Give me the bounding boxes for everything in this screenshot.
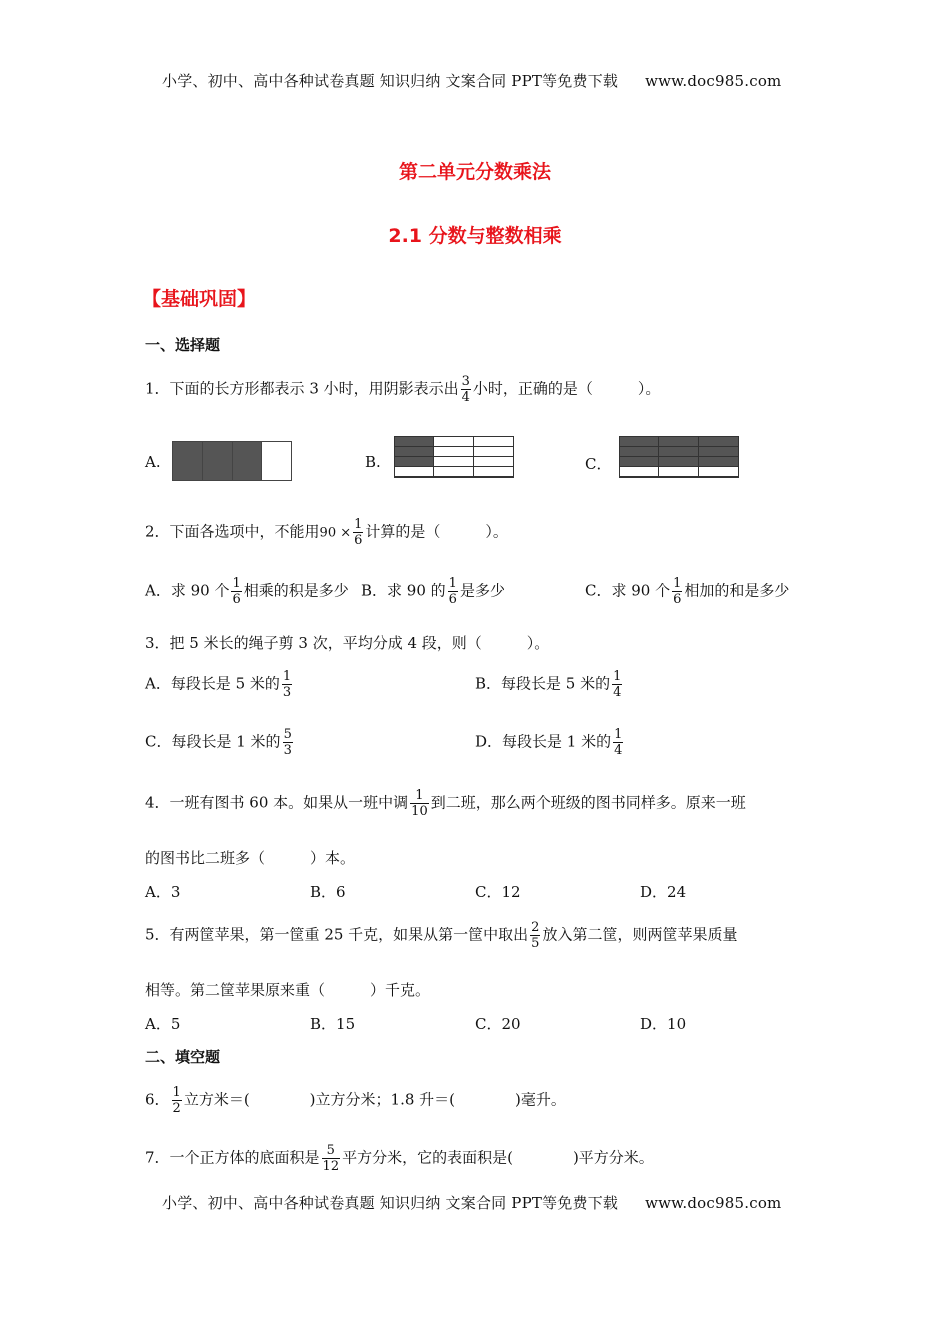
question-2: 2．下面各选项中，不能用90 × $\frac{1}{6}$ 计算的是（ ）。 <box>145 517 508 548</box>
q3-option-b: B．每段长是 5 米的 $\frac{1}{4}$ <box>475 669 622 700</box>
q1-option-b-figure <box>394 436 514 478</box>
part2-heading: 二、填空题 <box>145 1048 221 1066</box>
q2-fraction: $\frac{1}{6}$ <box>354 517 363 548</box>
q2-option-c: C．求 90 个 $\frac{1}{6}$ 相加的和是多少 <box>585 576 790 607</box>
page-header <box>162 70 781 91</box>
q5-option-c: C．20 <box>475 1015 521 1033</box>
q1-option-c-label: C． <box>585 455 612 473</box>
q1-option-b-label: B. <box>365 453 381 471</box>
section-heading: 【基础巩固】 <box>142 288 257 310</box>
part1-heading: 一、选择题 <box>145 336 221 354</box>
q4-line2: 的图书比二班多（ ）本。 <box>145 849 356 867</box>
q3-option-d: D．每段长是 1 米的 $\frac{1}{4}$ <box>475 727 623 758</box>
question-1 <box>145 374 660 405</box>
q1-fraction: $\frac{3}{4}$ <box>461 374 470 405</box>
header-text: 小学、初中、高中各种试卷真题 知识归纳 文案合同 PPT等免费下载 <box>162 72 619 90</box>
q5-option-a: A．5 <box>145 1015 181 1033</box>
question-3: 3．把 5 米长的绳子剪 3 次，平均分成 4 段，则（ ）。 <box>145 634 550 652</box>
q4-option-c: C．12 <box>475 883 521 901</box>
q5-option-d: D．10 <box>640 1015 687 1033</box>
page-footer <box>162 1192 781 1213</box>
q5-line2: 相等。第二筐苹果原来重（ ）千克。 <box>145 981 431 999</box>
q2-option-a: A．求 90 个 $\frac{1}{6}$ 相乘的积是多少 <box>145 576 349 607</box>
q1-text: 1．下面的长方形都表示 3 小时，用阴影表示出 <box>145 379 459 398</box>
page-title: 第二单元分数乘法 <box>398 161 551 183</box>
q5-option-b: B．15 <box>310 1015 356 1033</box>
q2-option-b: B．求 90 的 $\frac{1}{6}$ 是多少 <box>361 576 505 607</box>
question-5: 5．有两筐苹果，第一筐重 25 千克，如果从第一筐中取出 $\frac{2}{5}$ 放入第二筐，则两筐苹果质量 <box>145 920 738 951</box>
footer-site: www.doc985.com <box>645 1194 782 1212</box>
q3-option-c: C．每段长是 1 米的 $\frac{5}{3}$ <box>145 727 292 758</box>
q4-option-d: D．24 <box>640 883 687 901</box>
q4-option-a: A．3 <box>145 883 181 901</box>
question-6: 6． $\frac{1}{2}$ 立方米＝( )立方分米；1.8 升＝( )毫升。 <box>145 1085 566 1116</box>
header-site: www.doc985.com <box>645 72 782 90</box>
q2-expression: 90 × <box>319 525 352 541</box>
q1-option-c-figure <box>619 436 739 478</box>
q1-option-a-figure <box>172 441 292 481</box>
q3-option-a: A．每段长是 5 米的 $\frac{1}{3}$ <box>145 669 292 700</box>
page-subtitle: 2.1 分数与整数相乘 <box>388 225 562 247</box>
question-7: 7．一个正方体的底面积是 $\frac{5}{12}$ 平方分米，它的表面积是( )平方分米。 <box>145 1143 654 1174</box>
q1-option-a-label: A. <box>145 453 161 471</box>
question-4: 4．一班有图书 60 本。如果从一班中调 $\frac{1}{10}$ 到二班，那么两个班级的图书同样多。原来一班 <box>145 788 746 819</box>
q1-text-end: 小时，正确的是（ ）。 <box>472 379 661 398</box>
q4-option-b: B．6 <box>310 883 346 901</box>
footer-text: 小学、初中、高中各种试卷真题 知识归纳 文案合同 PPT等免费下载 <box>162 1194 619 1212</box>
